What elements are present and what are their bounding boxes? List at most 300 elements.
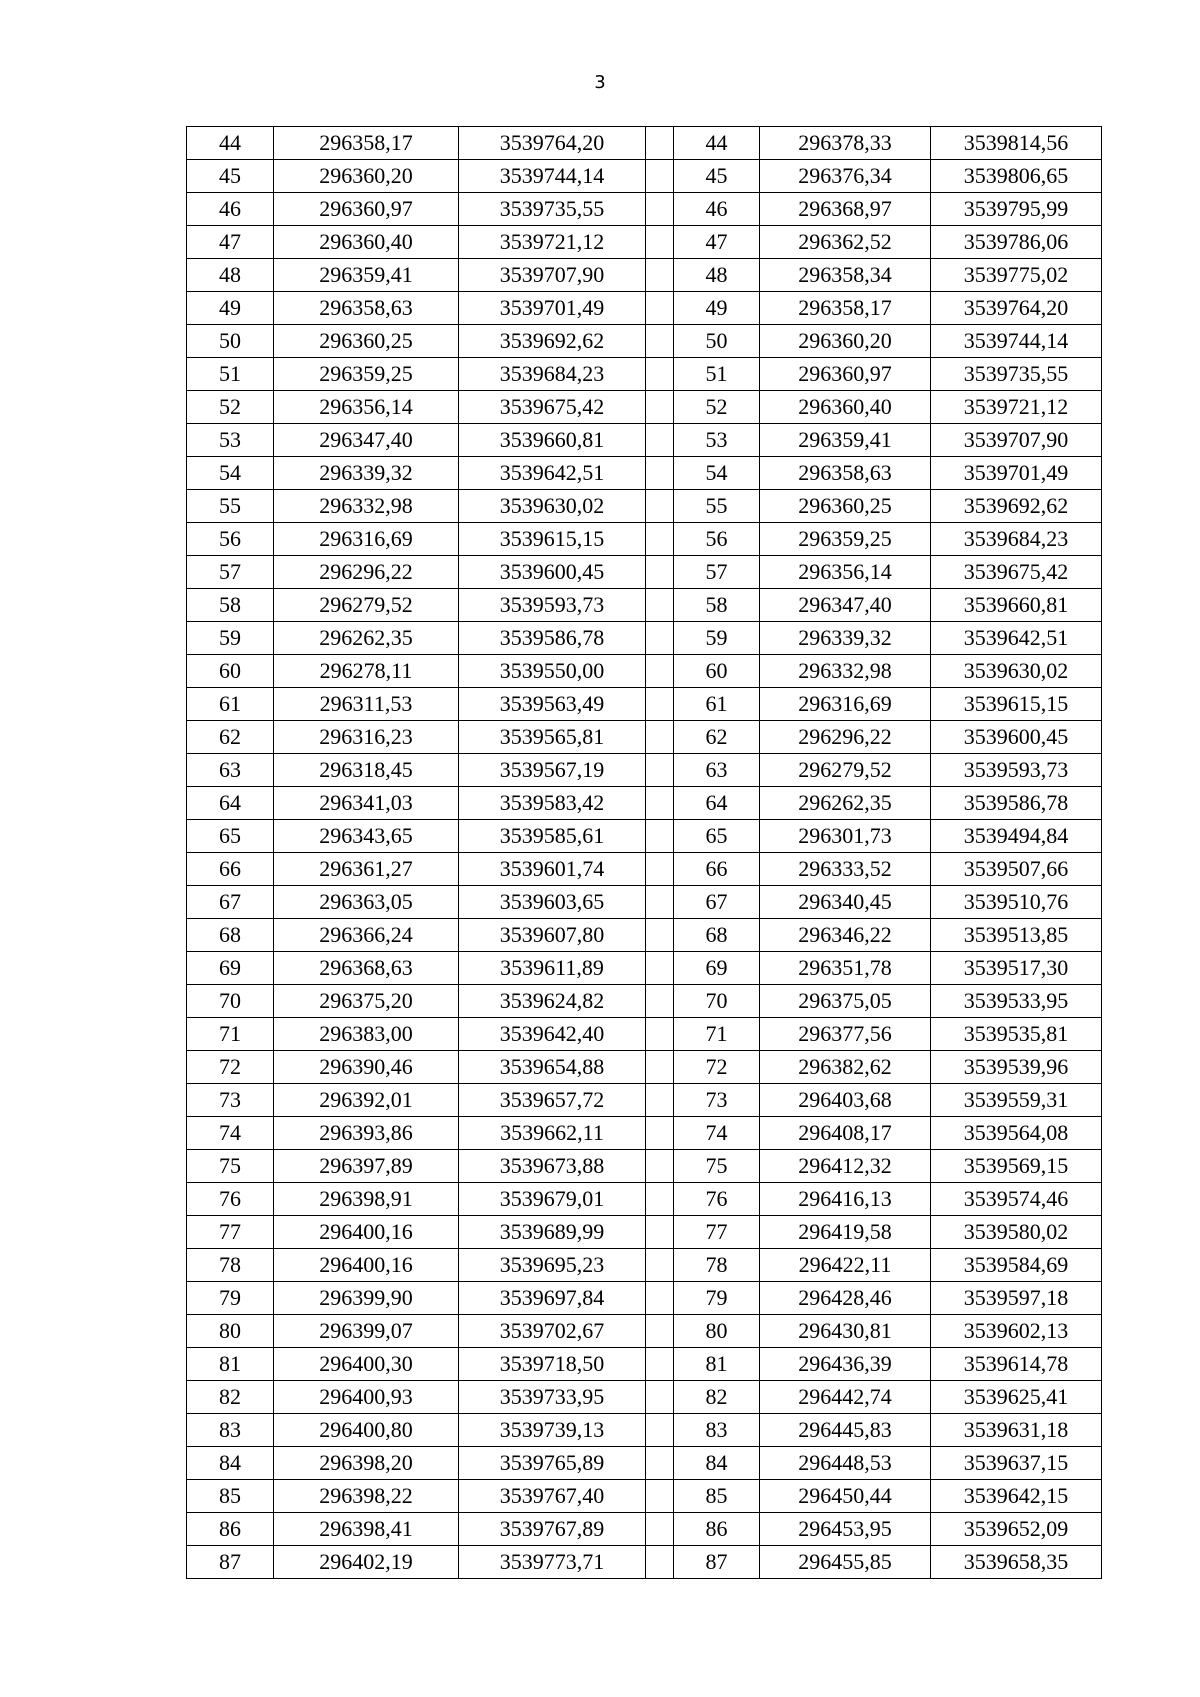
x-coordinate: 296361,27 bbox=[274, 853, 459, 886]
x-coordinate: 296422,11 bbox=[760, 1249, 931, 1282]
point-number: 48 bbox=[187, 259, 274, 292]
y-coordinate: 3539654,88 bbox=[459, 1051, 646, 1084]
spacer-cell bbox=[646, 1249, 674, 1282]
coordinates-table bbox=[186, 126, 1102, 1579]
y-coordinate: 3539642,40 bbox=[459, 1018, 646, 1051]
x-coordinate: 296301,73 bbox=[760, 820, 931, 853]
point-number: 78 bbox=[187, 1249, 274, 1282]
x-coordinate: 296359,41 bbox=[274, 259, 459, 292]
x-coordinate: 296360,20 bbox=[760, 325, 931, 358]
y-coordinate: 3539765,89 bbox=[459, 1447, 646, 1480]
coordinates-table-body bbox=[187, 127, 1102, 1579]
point-number: 86 bbox=[674, 1513, 760, 1546]
point-number: 82 bbox=[187, 1381, 274, 1414]
spacer-cell bbox=[646, 556, 674, 589]
x-coordinate: 296455,85 bbox=[760, 1546, 931, 1579]
x-coordinate: 296311,53 bbox=[274, 688, 459, 721]
x-coordinate: 296339,32 bbox=[760, 622, 931, 655]
y-coordinate: 3539764,20 bbox=[931, 292, 1102, 325]
table-row bbox=[187, 1018, 1102, 1051]
y-coordinate: 3539701,49 bbox=[931, 457, 1102, 490]
point-number: 62 bbox=[187, 721, 274, 754]
point-number: 80 bbox=[674, 1315, 760, 1348]
point-number: 86 bbox=[187, 1513, 274, 1546]
spacer-cell bbox=[646, 1480, 674, 1513]
spacer-cell bbox=[646, 160, 674, 193]
table-row bbox=[187, 1315, 1102, 1348]
point-number: 80 bbox=[187, 1315, 274, 1348]
spacer-cell bbox=[646, 1414, 674, 1447]
point-number: 47 bbox=[187, 226, 274, 259]
point-number: 46 bbox=[674, 193, 760, 226]
y-coordinate: 3539513,85 bbox=[931, 919, 1102, 952]
y-coordinate: 3539533,95 bbox=[931, 985, 1102, 1018]
y-coordinate: 3539597,18 bbox=[931, 1282, 1102, 1315]
y-coordinate: 3539795,99 bbox=[931, 193, 1102, 226]
spacer-cell bbox=[646, 1447, 674, 1480]
table-row bbox=[187, 1216, 1102, 1249]
x-coordinate: 296450,44 bbox=[760, 1480, 931, 1513]
point-number: 63 bbox=[187, 754, 274, 787]
y-coordinate: 3539601,74 bbox=[459, 853, 646, 886]
y-coordinate: 3539563,49 bbox=[459, 688, 646, 721]
table-row bbox=[187, 589, 1102, 622]
x-coordinate: 296360,40 bbox=[274, 226, 459, 259]
point-number: 51 bbox=[187, 358, 274, 391]
spacer-cell bbox=[646, 853, 674, 886]
point-number: 67 bbox=[187, 886, 274, 919]
point-number: 52 bbox=[674, 391, 760, 424]
y-coordinate: 3539507,66 bbox=[931, 853, 1102, 886]
x-coordinate: 296398,41 bbox=[274, 1513, 459, 1546]
y-coordinate: 3539697,84 bbox=[459, 1282, 646, 1315]
y-coordinate: 3539764,20 bbox=[459, 127, 646, 160]
point-number: 69 bbox=[674, 952, 760, 985]
x-coordinate: 296359,25 bbox=[760, 523, 931, 556]
y-coordinate: 3539567,19 bbox=[459, 754, 646, 787]
x-coordinate: 296343,65 bbox=[274, 820, 459, 853]
x-coordinate: 296368,63 bbox=[274, 952, 459, 985]
x-coordinate: 296393,86 bbox=[274, 1117, 459, 1150]
x-coordinate: 296362,52 bbox=[760, 226, 931, 259]
y-coordinate: 3539814,56 bbox=[931, 127, 1102, 160]
spacer-cell bbox=[646, 1546, 674, 1579]
table-row bbox=[187, 523, 1102, 556]
x-coordinate: 296400,93 bbox=[274, 1381, 459, 1414]
y-coordinate: 3539550,00 bbox=[459, 655, 646, 688]
point-number: 68 bbox=[674, 919, 760, 952]
table-row bbox=[187, 1480, 1102, 1513]
x-coordinate: 296316,69 bbox=[760, 688, 931, 721]
point-number: 55 bbox=[187, 490, 274, 523]
y-coordinate: 3539689,99 bbox=[459, 1216, 646, 1249]
x-coordinate: 296296,22 bbox=[274, 556, 459, 589]
table-row bbox=[187, 985, 1102, 1018]
y-coordinate: 3539637,15 bbox=[931, 1447, 1102, 1480]
y-coordinate: 3539773,71 bbox=[459, 1546, 646, 1579]
x-coordinate: 296363,05 bbox=[274, 886, 459, 919]
point-number: 69 bbox=[187, 952, 274, 985]
y-coordinate: 3539494,84 bbox=[931, 820, 1102, 853]
table-row bbox=[187, 754, 1102, 787]
y-coordinate: 3539660,81 bbox=[459, 424, 646, 457]
x-coordinate: 296262,35 bbox=[274, 622, 459, 655]
spacer-cell bbox=[646, 523, 674, 556]
table-row bbox=[187, 853, 1102, 886]
point-number: 48 bbox=[674, 259, 760, 292]
point-number: 84 bbox=[187, 1447, 274, 1480]
point-number: 46 bbox=[187, 193, 274, 226]
spacer-cell bbox=[646, 1315, 674, 1348]
x-coordinate: 296262,35 bbox=[760, 787, 931, 820]
spacer-cell bbox=[646, 193, 674, 226]
x-coordinate: 296375,20 bbox=[274, 985, 459, 1018]
y-coordinate: 3539673,88 bbox=[459, 1150, 646, 1183]
x-coordinate: 296403,68 bbox=[760, 1084, 931, 1117]
y-coordinate: 3539744,14 bbox=[459, 160, 646, 193]
x-coordinate: 296392,01 bbox=[274, 1084, 459, 1117]
x-coordinate: 296402,19 bbox=[274, 1546, 459, 1579]
point-number: 59 bbox=[674, 622, 760, 655]
table-row bbox=[187, 391, 1102, 424]
point-number: 83 bbox=[187, 1414, 274, 1447]
y-coordinate: 3539593,73 bbox=[459, 589, 646, 622]
x-coordinate: 296360,20 bbox=[274, 160, 459, 193]
y-coordinate: 3539692,62 bbox=[931, 490, 1102, 523]
page-number: 3 bbox=[594, 72, 606, 93]
x-coordinate: 296436,39 bbox=[760, 1348, 931, 1381]
x-coordinate: 296358,63 bbox=[760, 457, 931, 490]
point-number: 84 bbox=[674, 1447, 760, 1480]
x-coordinate: 296390,46 bbox=[274, 1051, 459, 1084]
spacer-cell bbox=[646, 1216, 674, 1249]
y-coordinate: 3539735,55 bbox=[931, 358, 1102, 391]
spacer-cell bbox=[646, 424, 674, 457]
x-coordinate: 296366,24 bbox=[274, 919, 459, 952]
table-row bbox=[187, 1282, 1102, 1315]
spacer-cell bbox=[646, 1117, 674, 1150]
spacer-cell bbox=[646, 754, 674, 787]
point-number: 72 bbox=[187, 1051, 274, 1084]
table-row bbox=[187, 787, 1102, 820]
x-coordinate: 296360,25 bbox=[274, 325, 459, 358]
x-coordinate: 296412,32 bbox=[760, 1150, 931, 1183]
x-coordinate: 296445,83 bbox=[760, 1414, 931, 1447]
y-coordinate: 3539767,40 bbox=[459, 1480, 646, 1513]
y-coordinate: 3539600,45 bbox=[459, 556, 646, 589]
spacer-cell bbox=[646, 325, 674, 358]
y-coordinate: 3539721,12 bbox=[459, 226, 646, 259]
point-number: 72 bbox=[674, 1051, 760, 1084]
x-coordinate: 296340,45 bbox=[760, 886, 931, 919]
x-coordinate: 296358,34 bbox=[760, 259, 931, 292]
y-coordinate: 3539692,62 bbox=[459, 325, 646, 358]
x-coordinate: 296448,53 bbox=[760, 1447, 931, 1480]
point-number: 76 bbox=[674, 1183, 760, 1216]
table-row bbox=[187, 1150, 1102, 1183]
spacer-cell bbox=[646, 1513, 674, 1546]
point-number: 75 bbox=[187, 1150, 274, 1183]
x-coordinate: 296356,14 bbox=[760, 556, 931, 589]
table-row bbox=[187, 160, 1102, 193]
y-coordinate: 3539564,08 bbox=[931, 1117, 1102, 1150]
x-coordinate: 296333,52 bbox=[760, 853, 931, 886]
y-coordinate: 3539684,23 bbox=[459, 358, 646, 391]
point-number: 60 bbox=[674, 655, 760, 688]
point-number: 85 bbox=[674, 1480, 760, 1513]
table-row bbox=[187, 1381, 1102, 1414]
x-coordinate: 296316,69 bbox=[274, 523, 459, 556]
y-coordinate: 3539615,15 bbox=[459, 523, 646, 556]
y-coordinate: 3539539,96 bbox=[931, 1051, 1102, 1084]
point-number: 74 bbox=[674, 1117, 760, 1150]
x-coordinate: 296358,17 bbox=[760, 292, 931, 325]
y-coordinate: 3539607,80 bbox=[459, 919, 646, 952]
spacer-cell bbox=[646, 391, 674, 424]
point-number: 56 bbox=[674, 523, 760, 556]
y-coordinate: 3539584,69 bbox=[931, 1249, 1102, 1282]
y-coordinate: 3539707,90 bbox=[459, 259, 646, 292]
table-row bbox=[187, 226, 1102, 259]
x-coordinate: 296408,17 bbox=[760, 1117, 931, 1150]
y-coordinate: 3539510,76 bbox=[931, 886, 1102, 919]
y-coordinate: 3539679,01 bbox=[459, 1183, 646, 1216]
x-coordinate: 296347,40 bbox=[274, 424, 459, 457]
point-number: 68 bbox=[187, 919, 274, 952]
x-coordinate: 296400,16 bbox=[274, 1249, 459, 1282]
x-coordinate: 296419,58 bbox=[760, 1216, 931, 1249]
x-coordinate: 296332,98 bbox=[760, 655, 931, 688]
x-coordinate: 296416,13 bbox=[760, 1183, 931, 1216]
x-coordinate: 296359,41 bbox=[760, 424, 931, 457]
spacer-cell bbox=[646, 1348, 674, 1381]
x-coordinate: 296398,91 bbox=[274, 1183, 459, 1216]
x-coordinate: 296376,34 bbox=[760, 160, 931, 193]
y-coordinate: 3539611,89 bbox=[459, 952, 646, 985]
y-coordinate: 3539701,49 bbox=[459, 292, 646, 325]
x-coordinate: 296453,95 bbox=[760, 1513, 931, 1546]
x-coordinate: 296378,33 bbox=[760, 127, 931, 160]
y-coordinate: 3539806,65 bbox=[931, 160, 1102, 193]
y-coordinate: 3539565,81 bbox=[459, 721, 646, 754]
point-number: 65 bbox=[187, 820, 274, 853]
point-number: 81 bbox=[674, 1348, 760, 1381]
table-row bbox=[187, 1117, 1102, 1150]
y-coordinate: 3539580,02 bbox=[931, 1216, 1102, 1249]
table-row bbox=[187, 325, 1102, 358]
y-coordinate: 3539569,15 bbox=[931, 1150, 1102, 1183]
y-coordinate: 3539702,67 bbox=[459, 1315, 646, 1348]
spacer-cell bbox=[646, 1051, 674, 1084]
spacer-cell bbox=[646, 358, 674, 391]
y-coordinate: 3539775,02 bbox=[931, 259, 1102, 292]
spacer-cell bbox=[646, 820, 674, 853]
x-coordinate: 296400,80 bbox=[274, 1414, 459, 1447]
spacer-cell bbox=[646, 787, 674, 820]
x-coordinate: 296360,97 bbox=[274, 193, 459, 226]
y-coordinate: 3539615,15 bbox=[931, 688, 1102, 721]
y-coordinate: 3539630,02 bbox=[459, 490, 646, 523]
y-coordinate: 3539574,46 bbox=[931, 1183, 1102, 1216]
point-number: 57 bbox=[187, 556, 274, 589]
point-number: 52 bbox=[187, 391, 274, 424]
spacer-cell bbox=[646, 655, 674, 688]
x-coordinate: 296359,25 bbox=[274, 358, 459, 391]
point-number: 57 bbox=[674, 556, 760, 589]
table-row bbox=[187, 292, 1102, 325]
y-coordinate: 3539630,02 bbox=[931, 655, 1102, 688]
point-number: 67 bbox=[674, 886, 760, 919]
point-number: 50 bbox=[674, 325, 760, 358]
point-number: 54 bbox=[187, 457, 274, 490]
point-number: 56 bbox=[187, 523, 274, 556]
x-coordinate: 296398,20 bbox=[274, 1447, 459, 1480]
point-number: 78 bbox=[674, 1249, 760, 1282]
point-number: 61 bbox=[187, 688, 274, 721]
x-coordinate: 296398,22 bbox=[274, 1480, 459, 1513]
spacer-cell bbox=[646, 1183, 674, 1216]
spacer-cell bbox=[646, 292, 674, 325]
table-row bbox=[187, 1084, 1102, 1117]
table-row bbox=[187, 127, 1102, 160]
y-coordinate: 3539586,78 bbox=[931, 787, 1102, 820]
x-coordinate: 296377,56 bbox=[760, 1018, 931, 1051]
table-row bbox=[187, 1051, 1102, 1084]
table-row bbox=[187, 1414, 1102, 1447]
table-row bbox=[187, 1447, 1102, 1480]
point-number: 76 bbox=[187, 1183, 274, 1216]
table-row bbox=[187, 1513, 1102, 1546]
spacer-cell bbox=[646, 1381, 674, 1414]
x-coordinate: 296346,22 bbox=[760, 919, 931, 952]
point-number: 50 bbox=[187, 325, 274, 358]
x-coordinate: 296341,03 bbox=[274, 787, 459, 820]
y-coordinate: 3539695,23 bbox=[459, 1249, 646, 1282]
x-coordinate: 296400,30 bbox=[274, 1348, 459, 1381]
y-coordinate: 3539585,61 bbox=[459, 820, 646, 853]
x-coordinate: 296360,40 bbox=[760, 391, 931, 424]
y-coordinate: 3539593,73 bbox=[931, 754, 1102, 787]
x-coordinate: 296318,45 bbox=[274, 754, 459, 787]
x-coordinate: 296347,40 bbox=[760, 589, 931, 622]
y-coordinate: 3539684,23 bbox=[931, 523, 1102, 556]
y-coordinate: 3539602,13 bbox=[931, 1315, 1102, 1348]
spacer-cell bbox=[646, 259, 674, 292]
table-row bbox=[187, 1183, 1102, 1216]
y-coordinate: 3539767,89 bbox=[459, 1513, 646, 1546]
point-number: 87 bbox=[187, 1546, 274, 1579]
point-number: 77 bbox=[674, 1216, 760, 1249]
spacer-cell bbox=[646, 886, 674, 919]
spacer-cell bbox=[646, 622, 674, 655]
table-row bbox=[187, 952, 1102, 985]
y-coordinate: 3539642,51 bbox=[459, 457, 646, 490]
point-number: 77 bbox=[187, 1216, 274, 1249]
point-number: 87 bbox=[674, 1546, 760, 1579]
x-coordinate: 296360,97 bbox=[760, 358, 931, 391]
spacer-cell bbox=[646, 589, 674, 622]
point-number: 79 bbox=[674, 1282, 760, 1315]
table-row bbox=[187, 820, 1102, 853]
point-number: 63 bbox=[674, 754, 760, 787]
table-row bbox=[187, 556, 1102, 589]
y-coordinate: 3539559,31 bbox=[931, 1084, 1102, 1117]
point-number: 55 bbox=[674, 490, 760, 523]
x-coordinate: 296430,81 bbox=[760, 1315, 931, 1348]
y-coordinate: 3539642,15 bbox=[931, 1480, 1102, 1513]
y-coordinate: 3539535,81 bbox=[931, 1018, 1102, 1051]
spacer-cell bbox=[646, 952, 674, 985]
y-coordinate: 3539739,13 bbox=[459, 1414, 646, 1447]
y-coordinate: 3539675,42 bbox=[459, 391, 646, 424]
table-row bbox=[187, 721, 1102, 754]
x-coordinate: 296375,05 bbox=[760, 985, 931, 1018]
x-coordinate: 296278,11 bbox=[274, 655, 459, 688]
table-row bbox=[187, 622, 1102, 655]
x-coordinate: 296316,23 bbox=[274, 721, 459, 754]
point-number: 79 bbox=[187, 1282, 274, 1315]
point-number: 54 bbox=[674, 457, 760, 490]
x-coordinate: 296296,22 bbox=[760, 721, 931, 754]
table-row bbox=[187, 1348, 1102, 1381]
point-number: 49 bbox=[187, 292, 274, 325]
table-row bbox=[187, 424, 1102, 457]
y-coordinate: 3539786,06 bbox=[931, 226, 1102, 259]
spacer-cell bbox=[646, 1084, 674, 1117]
y-coordinate: 3539624,82 bbox=[459, 985, 646, 1018]
y-coordinate: 3539631,18 bbox=[931, 1414, 1102, 1447]
point-number: 85 bbox=[187, 1480, 274, 1513]
x-coordinate: 296428,46 bbox=[760, 1282, 931, 1315]
table-row bbox=[187, 688, 1102, 721]
spacer-cell bbox=[646, 490, 674, 523]
table-row bbox=[187, 1249, 1102, 1282]
spacer-cell bbox=[646, 985, 674, 1018]
point-number: 74 bbox=[187, 1117, 274, 1150]
point-number: 60 bbox=[187, 655, 274, 688]
point-number: 61 bbox=[674, 688, 760, 721]
point-number: 53 bbox=[187, 424, 274, 457]
spacer-cell bbox=[646, 457, 674, 490]
x-coordinate: 296368,97 bbox=[760, 193, 931, 226]
y-coordinate: 3539735,55 bbox=[459, 193, 646, 226]
point-number: 58 bbox=[187, 589, 274, 622]
x-coordinate: 296400,16 bbox=[274, 1216, 459, 1249]
point-number: 83 bbox=[674, 1414, 760, 1447]
x-coordinate: 296399,90 bbox=[274, 1282, 459, 1315]
table-row bbox=[187, 193, 1102, 226]
point-number: 73 bbox=[187, 1084, 274, 1117]
point-number: 45 bbox=[187, 160, 274, 193]
y-coordinate: 3539657,72 bbox=[459, 1084, 646, 1117]
y-coordinate: 3539660,81 bbox=[931, 589, 1102, 622]
spacer-cell bbox=[646, 919, 674, 952]
y-coordinate: 3539652,09 bbox=[931, 1513, 1102, 1546]
point-number: 71 bbox=[674, 1018, 760, 1051]
point-number: 49 bbox=[674, 292, 760, 325]
y-coordinate: 3539583,42 bbox=[459, 787, 646, 820]
x-coordinate: 296360,25 bbox=[760, 490, 931, 523]
x-coordinate: 296279,52 bbox=[760, 754, 931, 787]
x-coordinate: 296279,52 bbox=[274, 589, 459, 622]
spacer-cell bbox=[646, 1150, 674, 1183]
y-coordinate: 3539662,11 bbox=[459, 1117, 646, 1150]
x-coordinate: 296358,63 bbox=[274, 292, 459, 325]
point-number: 58 bbox=[674, 589, 760, 622]
y-coordinate: 3539744,14 bbox=[931, 325, 1102, 358]
point-number: 65 bbox=[674, 820, 760, 853]
point-number: 59 bbox=[187, 622, 274, 655]
